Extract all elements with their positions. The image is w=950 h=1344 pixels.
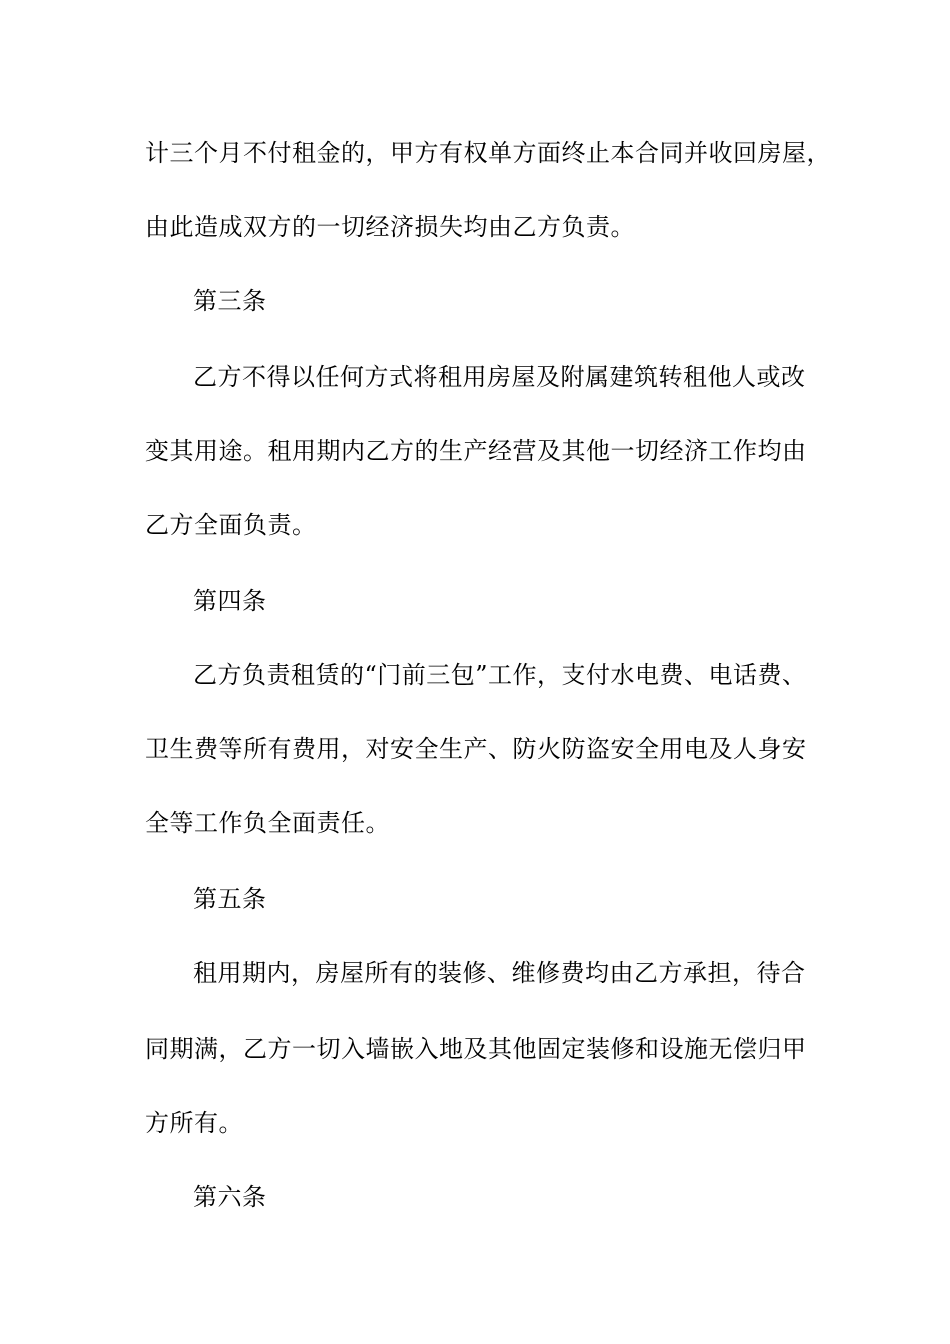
text-line: 同期满，乙方一切入墙嵌入地及其他固定装修和设施无偿归甲 [145,1035,807,1063]
text-line: 乙方负责租赁的“门前三包”工作，支付水电费、电话费、 [193,661,807,689]
article-heading: 第四条 [193,587,267,615]
text-line: 由此造成双方的一切经济损失均由乙方负责。 [145,213,635,241]
text-line: 租用期内，房屋所有的装修、维修费均由乙方承担，待合 [193,959,806,987]
article-heading: 第五条 [193,885,267,913]
article-heading: 第三条 [193,287,267,315]
text-line: 方所有。 [145,1109,243,1137]
text-line: 全等工作负全面责任。 [145,809,390,837]
text-line: 变其用途。租用期内乙方的生产经营及其他一切经济工作均由 [145,437,807,465]
text-line: 卫生费等所有费用，对安全生产、防火防盗安全用电及人身安 [145,735,807,763]
text-line: 乙方不得以任何方式将租用房屋及附属建筑转租他人或改 [193,363,806,391]
article-heading: 第六条 [193,1183,267,1211]
text-line: 乙方全面负责。 [145,511,317,539]
text-line: 计三个月不付租金的，甲方有权单方面终止本合同并收回房屋， [145,139,831,167]
